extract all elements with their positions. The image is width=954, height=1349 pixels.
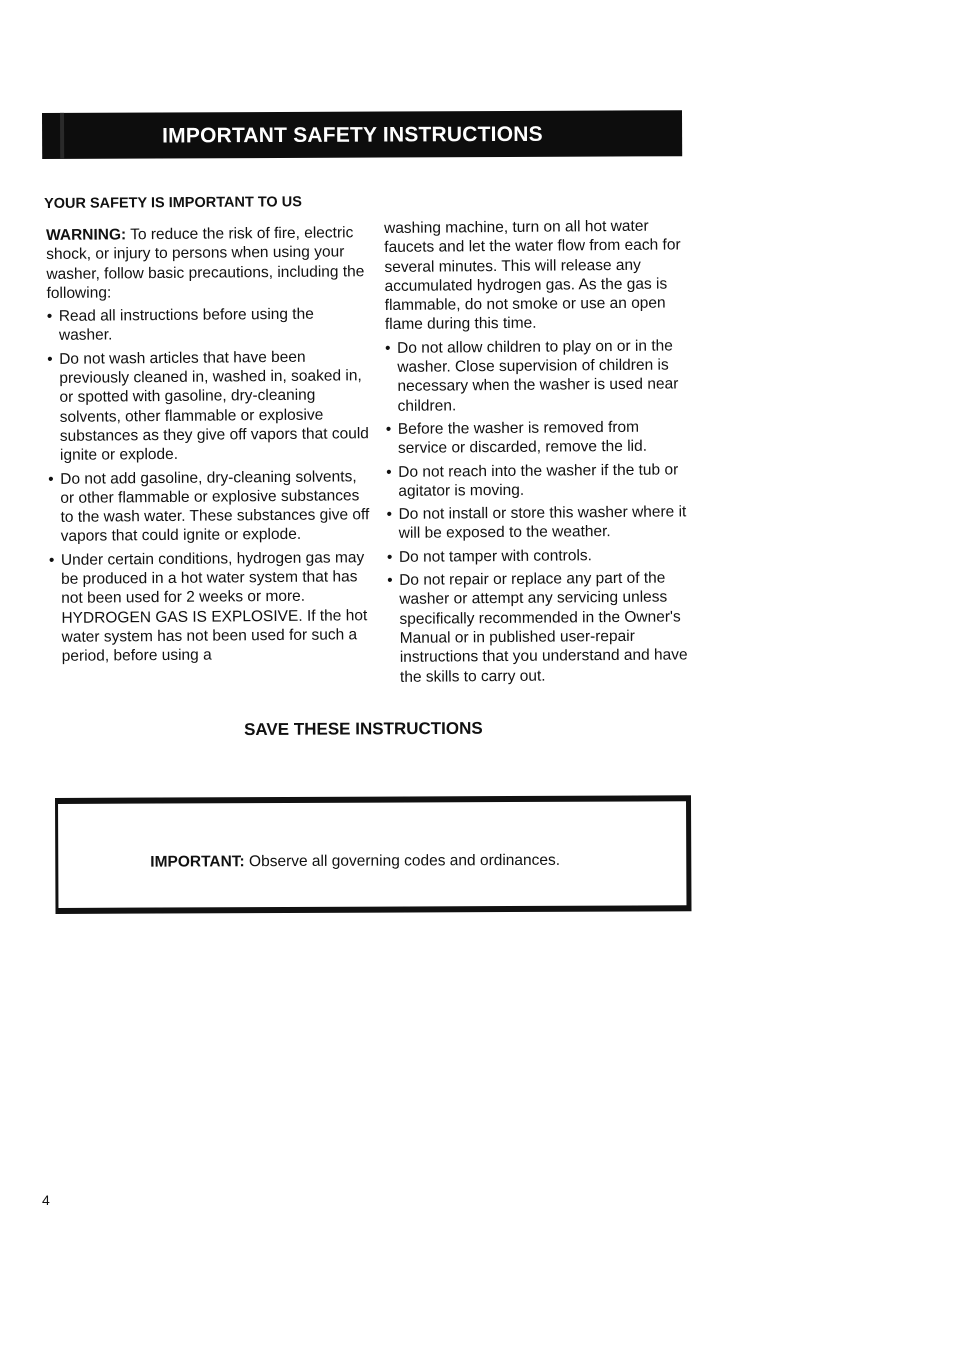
list-item-text: Read all instructions before using the washer.	[58, 305, 314, 345]
list-item	[47, 347, 370, 466]
list-item	[49, 548, 372, 667]
list-item-text: Do not install or store this washer where it will be exposed to the weather.	[398, 503, 687, 543]
list-item-text: Do not wash articles that have been previously cleaned in, washed in, soaked in, or spotted with gasoline, dry-cleaning solvents, other flammable or explosive substances as they give off vapors that could ignite or explode.	[59, 348, 369, 465]
list-item	[387, 568, 694, 686]
warning-label: WARNING:	[46, 226, 127, 244]
right-bullet-list	[385, 336, 694, 687]
list-item	[48, 467, 371, 547]
list-item	[386, 502, 692, 543]
bullet-icon: •	[386, 506, 393, 524]
title-banner	[42, 110, 682, 159]
list-item	[47, 304, 369, 345]
list-item-text: Before the washer is removed from service or discarded, remove the lid.	[397, 418, 648, 458]
important-notice-box	[55, 795, 692, 914]
warning-text: To reduce the risk of fire, electric shock, or injury to persons when using your washer, follow basic precautions, including the following:	[46, 224, 365, 302]
section-heading: YOUR SAFETY IS IMPORTANT TO US	[44, 194, 302, 212]
left-bullet-list	[47, 304, 372, 666]
save-instructions-heading: SAVE THESE INSTRUCTIONS	[244, 718, 483, 739]
list-item	[386, 417, 692, 458]
bullet-icon: •	[46, 308, 53, 326]
bullet-icon: •	[385, 339, 391, 357]
bullet-icon: •	[47, 350, 53, 368]
page-title: IMPORTANT SAFETY INSTRUCTIONS	[162, 122, 543, 148]
page-number: 4	[42, 1192, 50, 1208]
list-item	[387, 545, 693, 567]
list-item-text: Do not tamper with controls.	[398, 546, 593, 566]
list-item-text: Do not reach into the washer if the tub or agitator is moving.	[398, 461, 679, 500]
bullet-icon: •	[48, 470, 54, 488]
list-item-text: Under certain conditions, hydrogen gas may be produced in a hot water system that has not been used for 2 weeks or more. HYDROGEN GAS IS EXPLOSIVE. If the hot water system has not been used for such a period, before using a	[60, 548, 368, 666]
bullet-icon: •	[387, 571, 393, 590]
bullet-icon: •	[385, 420, 392, 438]
list-item-text: Do not allow children to play on or in the washer. Close supervision of children is necessary when the washer is used near children.	[397, 337, 679, 415]
list-item-text: Do not add gasoline, dry-cleaning solvents, or other flammable or explosive substances to the wash water. These substances give off vapors that could ignite or explode.	[60, 467, 370, 546]
list-item-text: Do not repair or replace any part of the washer or attempt any servicing unless specifically recommended in the Owner's Manual or in published user-repair instructions that you understand and have the skills to carry out.	[399, 569, 688, 686]
important-notice	[150, 852, 560, 872]
important-text: Observe all governing codes and ordinances.	[244, 851, 561, 871]
list-item	[385, 336, 692, 416]
left-column	[46, 223, 372, 670]
bullet-icon: •	[48, 551, 55, 569]
bullet-icon: •	[386, 548, 393, 566]
important-label: IMPORTANT:	[150, 853, 245, 871]
list-item	[386, 460, 692, 501]
warning-paragraph	[46, 223, 369, 303]
right-column	[384, 216, 694, 690]
title-banner-stripe	[60, 113, 64, 159]
continuation-paragraph: washing machine, turn on all hot water faucets and let the water flow from each for several minutes. This will release any accumulated hydrogen gas. As the gas is flammable, do not smoke or use an open flame during this time.	[384, 217, 681, 334]
bullet-icon: •	[386, 463, 392, 481]
